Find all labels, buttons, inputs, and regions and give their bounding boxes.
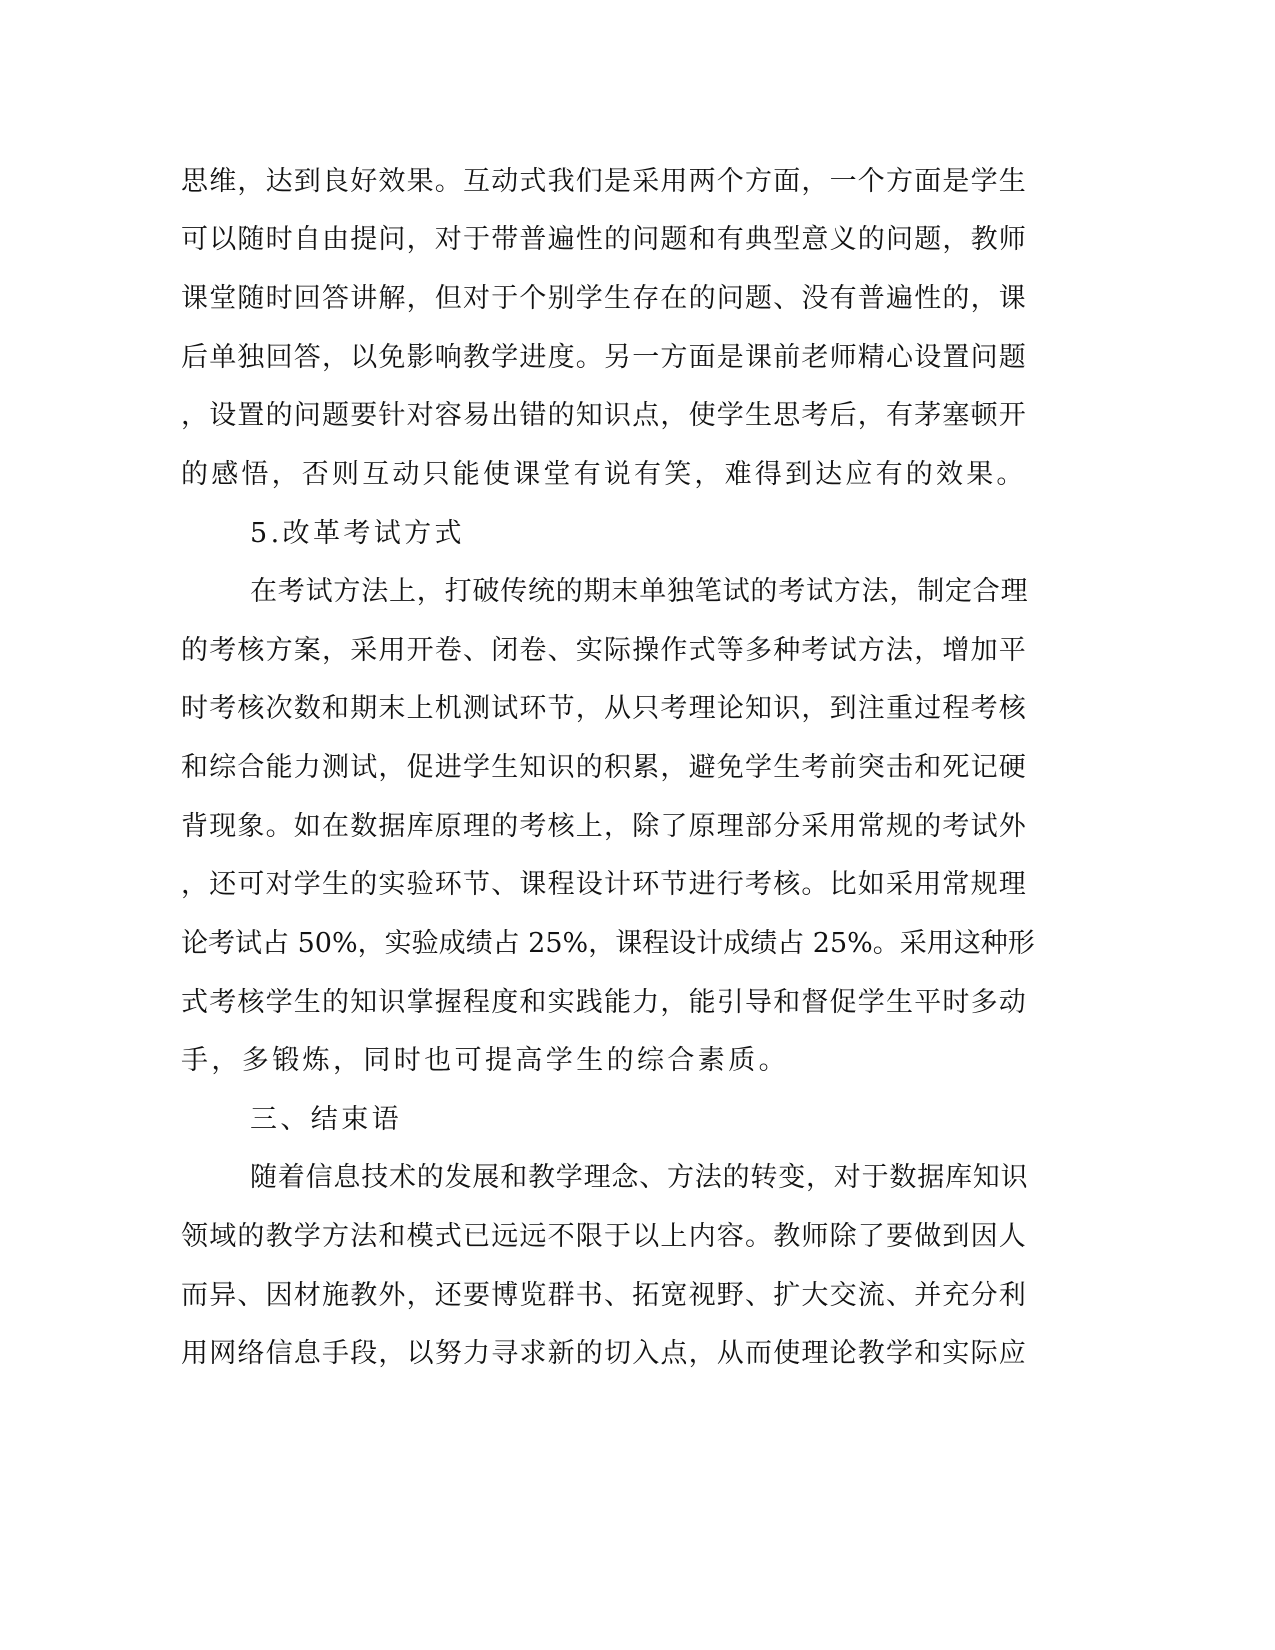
text-line: 和综合能力测试，促进学生知识的积累，避免学生考前突击和死记硬 [181,752,1027,783]
text-line: 随着信息技术的发展和教学理念、方法的转变，对于数据库知识 [250,1162,1029,1193]
text-line: 后单独回答，以免影响教学进度。另一方面是课前老师精心设置问题 [181,342,1027,373]
section-heading: 5.改革考试方式 [250,518,465,549]
text-line: 可以随时自由提问，对于带普遍性的问题和有典型意义的问题，教师 [181,224,1027,255]
text-line: 手，多锻炼，同时也可提高学生的综合素质。 [181,1045,789,1076]
text-line: 在考试方法上，打破传统的期末单独笔试的考试方法，制定合理 [250,576,1029,607]
text-line: 课堂随时回答讲解，但对于个别学生存在的问题、没有普遍性的，课 [181,283,1027,314]
text-line: 用网络信息手段，以努力寻求新的切入点，从而使理论教学和实际应 [181,1338,1027,1369]
text-line: 而异、因材施教外，还要博览群书、拓宽视野、扩大交流、并充分利 [181,1280,1027,1311]
text-line: 的考核方案，采用开卷、闭卷、实际操作式等多种考试方法，增加平 [181,635,1027,666]
text-line: 背现象。如在数据库原理的考核上，除了原理部分采用常规的考试外 [181,811,1027,842]
text-line: 思维，达到良好效果。互动式我们是采用两个方面，一个方面是学生 [181,166,1027,197]
text-line: 的感悟，否则互动只能使课堂有说有笑，难得到达应有的效果。 [181,459,1027,490]
text-line: ，还可对学生的实验环节、课程设计环节进行考核。比如采用常规理 [181,869,1027,900]
text-line: ，设置的问题要针对容易出错的知识点，使学生思考后，有茅塞顿开 [181,400,1027,431]
text-line: 式考核学生的知识掌握程度和实践能力，能引导和督促学生平时多动 [181,987,1027,1018]
text-line: 时考核次数和期末上机测试环节，从只考理论知识，到注重过程考核 [181,693,1027,724]
text-line: 论考试占 50%，实验成绩占 25%，课程设计成绩占 25%。采用这种形 [181,928,1035,959]
text-line: 领域的教学方法和模式已远远不限于以上内容。教师除了要做到因人 [181,1221,1027,1252]
section-heading: 三、结束语 [250,1104,402,1135]
